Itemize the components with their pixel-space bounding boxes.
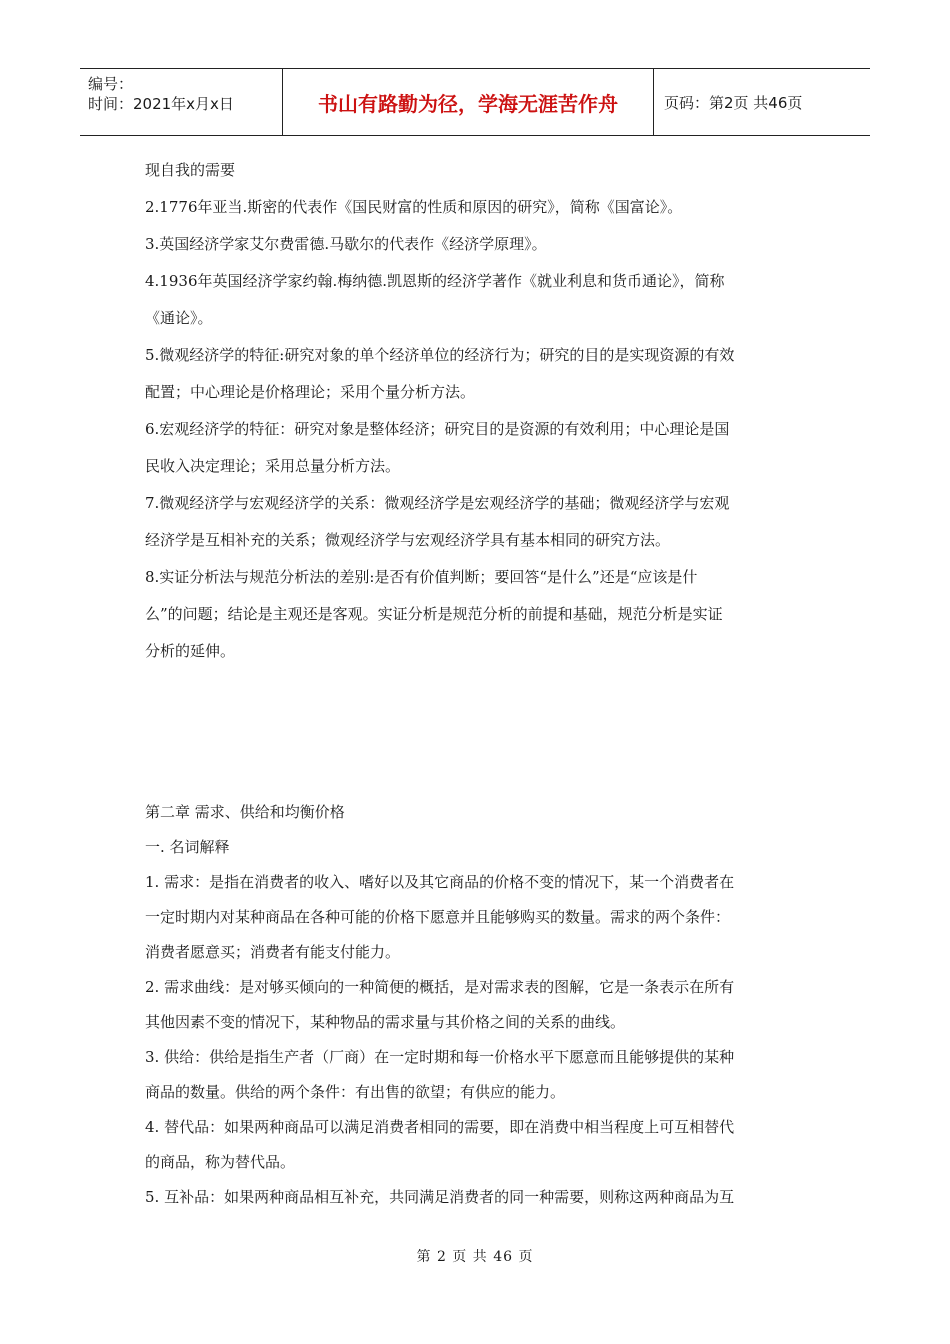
paragraph-line: 2. 需求曲线：是对够买倾向的一种简便的概括，是对需求表的图解，它是一条表示在所有 bbox=[145, 978, 735, 996]
paragraph-line: 5.微观经济学的特征:研究对象的单个经济单位的经济行为；研究的目的是实现资源的有效 bbox=[145, 346, 735, 364]
page-footer: 第 2 页 共 46 页 bbox=[416, 1249, 534, 1265]
paragraph-line: 其他因素不变的情况下，某种物品的需求量与其价格之间的关系的曲线。 bbox=[145, 1013, 626, 1031]
paragraph-line: 么”的问题；结论是主观还是客观。实证分析是规范分析的前提和基础，规范分析是实证 bbox=[145, 605, 723, 623]
paragraph-line: 5. 互补品：如果两种商品相互补充，共同满足消费者的同一种需要，则称这两种商品为互 bbox=[145, 1188, 735, 1206]
paragraph-line: 分析的延伸。 bbox=[145, 642, 236, 660]
paragraph-line: 6.宏观经济学的特征：研究对象是整体经济；研究目的是资源的有效利用；中心理论是国 bbox=[145, 420, 730, 438]
paragraph-line: 《通论》。 bbox=[145, 309, 213, 327]
paragraph-line: 现自我的需要 bbox=[145, 161, 236, 179]
paragraph-line: 经济学是互相补充的关系；微观经济学与宏观经济学具有基本相同的研究方法。 bbox=[145, 531, 671, 549]
paragraph-line: 4.1936年英国经济学家约翰.梅纳德.凯恩斯的经济学著作《就业利息和货币通论》，简称 bbox=[145, 272, 725, 290]
paragraph-line: 3. 供给：供给是指生产者（厂商）在一定时期和每一价格水平下愿意而且能够提供的某种 bbox=[145, 1048, 735, 1066]
paragraph-line: 消费者愿意买；消费者有能支付能力。 bbox=[145, 943, 401, 961]
paragraph-line: 8.实证分析法与规范分析法的差别:是否有价值判断；要回答“是什么”还是“应该是什 bbox=[145, 568, 698, 586]
chapter-title: 第二章 需求、供给和均衡价格 bbox=[145, 803, 345, 821]
paragraph-line: 1. 需求：是指在消费者的收入、嗜好以及其它商品的价格不变的情况下，某一个消费者在 bbox=[145, 873, 735, 891]
paragraph-line: 7.微观经济学与宏观经济学的关系：微观经济学是宏观经济学的基础；微观经济学与宏观 bbox=[145, 494, 730, 512]
section-one bbox=[145, 152, 810, 670]
paragraph-line: 的商品，称为替代品。 bbox=[145, 1153, 296, 1171]
header-motto: 书山有路勤为径，学海无涯苦作舟 bbox=[282, 69, 654, 135]
paragraph-line: 民收入决定理论；采用总量分析方法。 bbox=[145, 457, 401, 475]
section-two bbox=[145, 795, 810, 1215]
header-meta bbox=[80, 69, 282, 135]
paragraph-line: 2.1776年亚当.斯密的代表作《国民财富的性质和原因的研究》，简称《国富论》。 bbox=[145, 198, 683, 216]
paragraph-line: 一定时期内对某种商品在各种可能的价格下愿意并且能够购买的数量。需求的两个条件： bbox=[145, 908, 731, 926]
header-page-number: 页码：第2页 共46页 bbox=[664, 93, 803, 112]
paragraph-line: 4. 替代品：如果两种商品可以满足消费者相同的需要，即在消费中相当程度上可互相替代 bbox=[145, 1118, 735, 1136]
paragraph-line: 配置；中心理论是价格理论；采用个量分析方法。 bbox=[145, 383, 476, 401]
paragraph-line: 商品的数量。供给的两个条件：有出售的欲望；有供应的能力。 bbox=[145, 1083, 566, 1101]
page-header bbox=[80, 68, 870, 136]
header-number: 编号： bbox=[88, 75, 134, 93]
section-heading: 一. 名词解释 bbox=[145, 838, 230, 856]
header-date: 时间：2021年x月x日 bbox=[88, 95, 234, 113]
paragraph-line: 3.英国经济学家艾尔费雷德.马歇尔的代表作《经济学原理》。 bbox=[145, 235, 547, 253]
